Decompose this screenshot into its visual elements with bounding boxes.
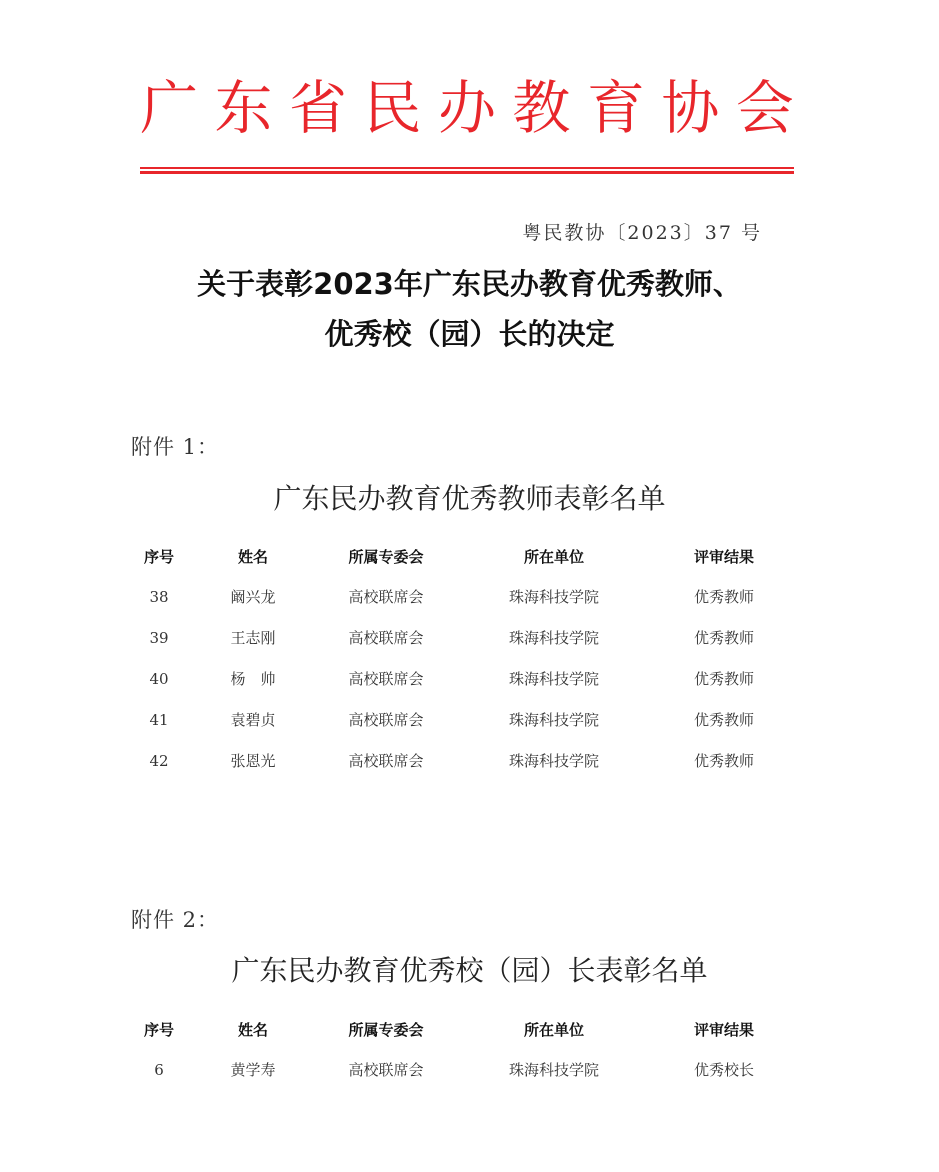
letterhead-char: 东 — [214, 74, 273, 142]
table-row — [112, 658, 812, 699]
cell-index: 42 — [149, 751, 169, 770]
document-title-line2: 优秀校（园）长的决定 — [324, 317, 615, 351]
letterhead-char: 办 — [437, 74, 496, 142]
table-row — [112, 1049, 812, 1090]
document-title-line1: 关于表彰2023年广东民办教育优秀教师、 — [197, 267, 742, 301]
letterhead-divider-thick — [140, 171, 794, 174]
letterhead-char: 民 — [363, 74, 422, 142]
cell-name: 袁碧贞 — [230, 711, 276, 729]
cell-committee: 高校联席会 — [348, 711, 424, 729]
attachment2-label: 附件 2： — [131, 908, 220, 932]
attachment1-label: 附件 1： — [131, 435, 220, 459]
cell-institution: 珠海科技学院 — [508, 752, 599, 770]
cell-result: 优秀教师 — [693, 752, 754, 770]
letterhead-divider-thin — [140, 167, 794, 169]
cell-committee: 高校联席会 — [348, 752, 424, 770]
cell-index: 6 — [154, 1060, 164, 1079]
header-name: 姓名 — [237, 547, 268, 566]
letterhead-char: 教 — [512, 74, 571, 142]
principal-award-table — [112, 1009, 812, 1090]
cell-committee: 高校联席会 — [348, 629, 424, 647]
letterhead-char: 广 — [140, 74, 199, 142]
cell-committee: 高校联席会 — [348, 588, 424, 606]
letterhead-char: 协 — [661, 74, 720, 142]
letterhead-char: 省 — [288, 74, 347, 142]
cell-index: 41 — [149, 710, 169, 729]
cell-institution: 珠海科技学院 — [508, 1061, 599, 1079]
cell-name: 阚兴龙 — [230, 588, 276, 606]
header-index: 序号 — [143, 1020, 174, 1039]
cell-result: 优秀教师 — [693, 588, 754, 606]
cell-index: 40 — [149, 669, 169, 688]
table-header-row — [112, 536, 812, 576]
cell-institution: 珠海科技学院 — [508, 711, 599, 729]
cell-index: 38 — [149, 587, 169, 606]
cell-result: 优秀教师 — [693, 670, 754, 688]
cell-result: 优秀教师 — [693, 711, 754, 729]
document-number: 粤民教协〔2023〕37 号 — [522, 222, 762, 244]
cell-institution: 珠海科技学院 — [508, 629, 599, 647]
header-index: 序号 — [143, 547, 174, 566]
header-result: 评审结果 — [693, 1020, 754, 1039]
table-row — [112, 740, 812, 781]
cell-institution: 珠海科技学院 — [508, 588, 599, 606]
cell-name: 杨 帅 — [230, 670, 276, 688]
header-institution: 所在单位 — [523, 547, 584, 566]
cell-name: 张恩光 — [230, 752, 276, 770]
table-row — [112, 699, 812, 740]
cell-committee: 高校联席会 — [348, 670, 424, 688]
cell-institution: 珠海科技学院 — [508, 670, 599, 688]
org-letterhead-title — [140, 72, 794, 144]
letterhead-char: 育 — [586, 74, 645, 142]
letterhead-char: 会 — [735, 74, 794, 142]
header-result: 评审结果 — [693, 547, 754, 566]
cell-name: 王志刚 — [230, 629, 276, 647]
cell-result: 优秀校长 — [693, 1061, 754, 1079]
cell-index: 39 — [149, 628, 169, 647]
cell-name: 黄学寿 — [230, 1061, 276, 1079]
attachment2-title: 广东民办教育优秀校（园）长表彰名单 — [231, 954, 708, 987]
table-row — [112, 576, 812, 617]
attachment1-title: 广东民办教育优秀教师表彰名单 — [273, 482, 666, 515]
header-committee: 所属专委会 — [348, 1020, 424, 1039]
header-name: 姓名 — [237, 1020, 268, 1039]
header-committee: 所属专委会 — [348, 547, 424, 566]
teacher-award-table — [112, 536, 812, 781]
header-institution: 所在单位 — [523, 1020, 584, 1039]
table-header-row — [112, 1009, 812, 1049]
cell-result: 优秀教师 — [693, 629, 754, 647]
cell-committee: 高校联席会 — [348, 1061, 424, 1079]
table-row — [112, 617, 812, 658]
